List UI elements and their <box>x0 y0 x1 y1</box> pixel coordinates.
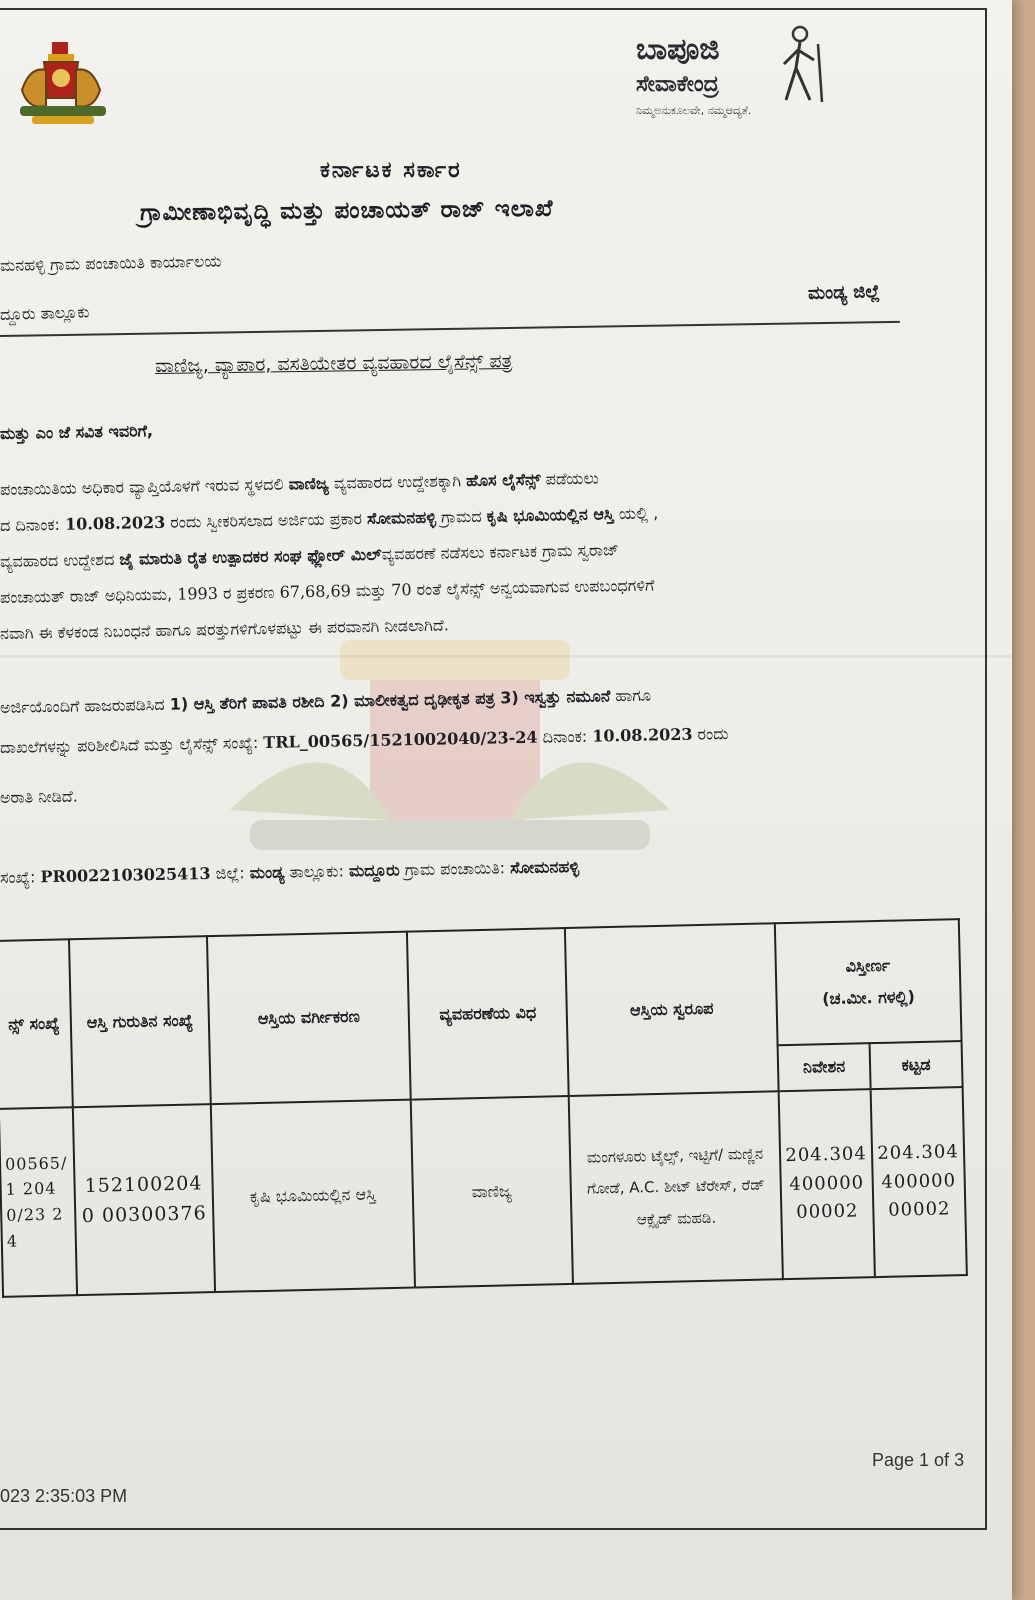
right-border <box>985 8 987 1528</box>
act-year: 1993 <box>177 583 219 604</box>
business-name: ಜೈ ಮಾರುತಿ ರೈತ ಉತ್ಪಾದಕರ ಸಂಘ ಫ್ಲೋರ್ ಮಿಲ್ <box>119 544 382 569</box>
text-segment: ಗ್ರಾಮದ <box>435 506 487 527</box>
text-segment: ಯಲ್ಲಿ , <box>613 503 659 524</box>
text-segment: ಪಡೆಯಲು <box>540 468 599 489</box>
text-segment: ಸಂಖ್ಯೆ: <box>0 867 41 887</box>
paragraph1-line2 <box>0 505 658 534</box>
ref-taluk: ಮದ್ದೂರು <box>348 860 400 881</box>
text-segment: ರಂದು <box>692 724 729 744</box>
header-license-no: ನ್ಸ್ ಸಂಖ್ಯೆ <box>0 939 73 1109</box>
act-section-70: 70 <box>390 580 412 600</box>
header-area-unit: (ಚ.ಮೀ. ಗಳಲ್ಲಿ) <box>822 987 916 1009</box>
district-name: ಮಂಡ್ಯ ಜಿಲ್ಲೆ <box>807 281 881 304</box>
text-segment: ವ್ಯವಹಾರದ ಉದ್ದೇಶದ <box>0 549 120 571</box>
application-date: 10.08.2023 <box>64 512 166 534</box>
cell-property-id: 1521002040 00300376 <box>73 1104 215 1295</box>
text-segment: ತಾಲ್ಲೂಕು: <box>284 861 350 882</box>
property-type: ಕೃಷಿ ಭೂಮಿಯಲ್ಲಿನ ಆಸ್ತಿ <box>486 504 614 526</box>
bapuji-logo <box>632 22 832 122</box>
text-segment: ದ ದಿನಾಂಕ: <box>0 514 66 535</box>
text-segment: ಹೊಸ ಲೈಸೆನ್ಸ್ <box>465 469 541 491</box>
text-segment: ಅರ್ಜಿಯೊಂದಿಗೆ ಹಾಜರುಪಡಿಸಿದ <box>0 694 170 717</box>
text-segment: ವ್ಯವಹಾರದ ಉದ್ದೇಶಕ್ಕಾಗಿ <box>328 471 467 493</box>
paragraph1-line1 <box>0 468 599 499</box>
header-divider <box>0 321 900 337</box>
salutation: ಮತ್ತು ಎಂ ಜೆ ಸವಿತ ಇವರಿಗೆ, <box>0 421 154 443</box>
logo-tagline: ನಿಮ್ಮಅನುಕೂಲವೇ, ನಮ್ಮಆದ್ಯತೆ. <box>636 104 752 117</box>
act-sections: 67,68,69 <box>279 581 352 602</box>
text-segment: ವಾಣಿಜ್ಯ <box>288 473 330 494</box>
header-area <box>775 919 962 1045</box>
text-segment: ರಂದು ಸ್ವೀಕರಿಸಲಾದ ಅರ್ಜಿಯ ಪ್ರಕಾರ <box>165 508 368 532</box>
logo-subtitle: ಸೇವಾಕೇಂದ್ರ <box>636 72 719 97</box>
government-name: ಕರ್ನಾಟಕ ಸರ್ಕಾರ <box>320 158 462 183</box>
logo-title: ಬಾಪೂಜಿ <box>636 32 720 67</box>
text-segment: ಗ್ರಾಮ ಪಂಚಾಯಿತಿ: <box>399 858 511 880</box>
header-building: ಕಟ್ಟಡ <box>870 1041 963 1089</box>
reference-number: PR0022103025413 <box>40 863 211 887</box>
header-property-id: ಆಸ್ತಿ ಗುರುತಿನ ಸಂಖ್ಯೆ <box>69 936 211 1107</box>
cell-property-nature: ಮಂಗಳೂರು ಟೈಲ್ಸ್, ಇಟ್ಟಿಗೆ/ ಮಣ್ಣಿನ ಗೋಡೆ, A.C. ಶೀಟ್ ಟೆರೇಸ್, ರೆಡ್ ಆಕ್ಸೈಡ್ ಮಹಡಿ. <box>569 1091 783 1284</box>
department-name: ಗ್ರಾಮೀಣಾಭಿವೃದ್ಧಿ ಮತ್ತು ಪಂಚಾಯತ್ ರಾಜ್ ಇಲಾಖೆ <box>139 195 554 226</box>
text-segment: ಹಾಗೂ <box>610 685 652 706</box>
text-segment: ರ ಪ್ರಕರಣ <box>217 582 280 603</box>
ref-district: ಮಂಡ್ಯ <box>249 862 285 883</box>
bottom-border <box>0 1528 987 1530</box>
license-date: 10.08.2023 <box>592 724 693 746</box>
text-segment: ದಾಖಲೆಗಳನ್ನು ಪರಿಶೀಲಿಸಿದೆ ಮತ್ತು ಲೈಸೆನ್ಸ್ ಸಂಖ್ಯೆ: <box>0 732 264 757</box>
license-title: ವಾಣಿಜ್ಯ, ವ್ಯಾಪಾರ, ವಸತಿಯೇತರ ವ್ಯವಹಾರದ ಲೈಸೆನ್ಸ್ ಪತ್ರ <box>154 350 513 377</box>
cell-site-area: 204.304 400000 00002 <box>779 1089 875 1279</box>
paragraph1-line5: ನವಾಗಿ ಈ ಕೆಳಕಂಡ ನಿಬಂಧನೆ ಹಾಗೂ ಷರತ್ತುಗಳಿಗೊಳಪಟ್ಟು ಈ ಪರವಾನಗಿ ನೀಡಲಾಗಿದೆ. <box>0 615 450 643</box>
header-area-label: ವಿಸ್ತೀರ್ಣ <box>845 955 891 976</box>
text-segment: ರಂತೆ ಲೈಸೆನ್ಸ್ ಅನ್ವಯವಾಗುವ ಉಪಬಂಧಗಳಿಗೆ <box>411 575 655 600</box>
property-table-wrapper <box>0 918 968 1298</box>
text-segment: ಪಂಚಾಯಿತಿಯ ಅಧಿಕಾರ ವ್ಯಾಪ್ತಿಯೊಳಗೆ ಇರುವ ಸ್ಥಳದಲಿ <box>0 474 289 499</box>
text-segment: ಮತ್ತು <box>350 580 392 601</box>
header-classification: ಆಸ್ತಿಯ ವರ್ಗೀಕರಣ <box>207 932 411 1104</box>
text-segment: ದಿನಾಂಕ: <box>537 726 593 747</box>
cell-building-area: 204.304 400000 00002 <box>871 1087 967 1277</box>
table-row <box>0 1087 967 1297</box>
paragraph1-line3 <box>0 542 619 570</box>
cell-transaction-type: ವಾಣಿಜ್ಯ <box>411 1096 573 1288</box>
text-segment: ಪಂಚಾಯತ್ ರಾಜ್ ಅಧಿನಿಯಮ, <box>0 584 178 607</box>
cell-license-no: 00565/1 2040/23 24 <box>0 1107 77 1297</box>
license-number: TRL_00565/1521002040/23-24 <box>263 727 538 752</box>
table-header-row <box>0 919 962 1063</box>
paragraph2-line3: ಅರಾತಿ ನೀಡಿದೆ. <box>0 786 79 807</box>
reference-line <box>0 856 580 887</box>
cell-classification: ಕೃಷಿ ಭೂಮಿಯಲ್ಲಿನ ಆಸ್ತಿ <box>211 1100 415 1292</box>
text-segment: ವ್ಯವಹರಣೆ ನಡೆಸಲು ಕರ್ನಾಟಕ ಗ್ರಾಮ ಸ್ವರಾಜ್ <box>381 540 620 564</box>
print-timestamp: 023 2:35:03 PM <box>0 1486 128 1506</box>
village-name: ಸೋಮನಹಳ್ಳಿ <box>366 507 437 528</box>
property-table <box>0 918 968 1298</box>
ref-gram-panchayat: ಸೋಮನಹಳ್ಳಿ <box>510 856 580 878</box>
page-indicator: Page 1 of 3 <box>872 1450 965 1470</box>
header-property-nature: ಆಸ್ತಿಯ ಸ್ವರೂಪ <box>565 923 779 1096</box>
walking-figure-icon <box>770 24 830 104</box>
documents-list: 1) ಆಸ್ತಿ ತೆರಿಗೆ ಪಾವತಿ ರಶೀದಿ 2) ಮಾಲೀಕತ್ವದ ದೃಢೀಕೃತ ಪತ್ರ 3) ಇಸ್ವತ್ತು ನಮೂನೆ <box>169 686 611 714</box>
karnataka-emblem-icon <box>14 40 124 130</box>
office-name: ಮನಹಳ್ಳಿ ಗ್ರಾಮ ಪಂಚಾಯಿತಿ ಕಾರ್ಯಾಲಯ <box>0 251 222 275</box>
taluk-name: ದ್ದೂರು ತಾಲ್ಲೂಕು <box>0 302 90 324</box>
paragraph1-line4 <box>0 577 654 606</box>
header-site: ನಿವೇಶನ <box>778 1043 871 1091</box>
text-segment: ಜಿಲ್ಲೆ: <box>210 863 250 883</box>
top-border <box>0 8 985 10</box>
header-transaction-type: ವ್ಯವಹರಣೆಯ ವಿಧ <box>407 928 569 1100</box>
